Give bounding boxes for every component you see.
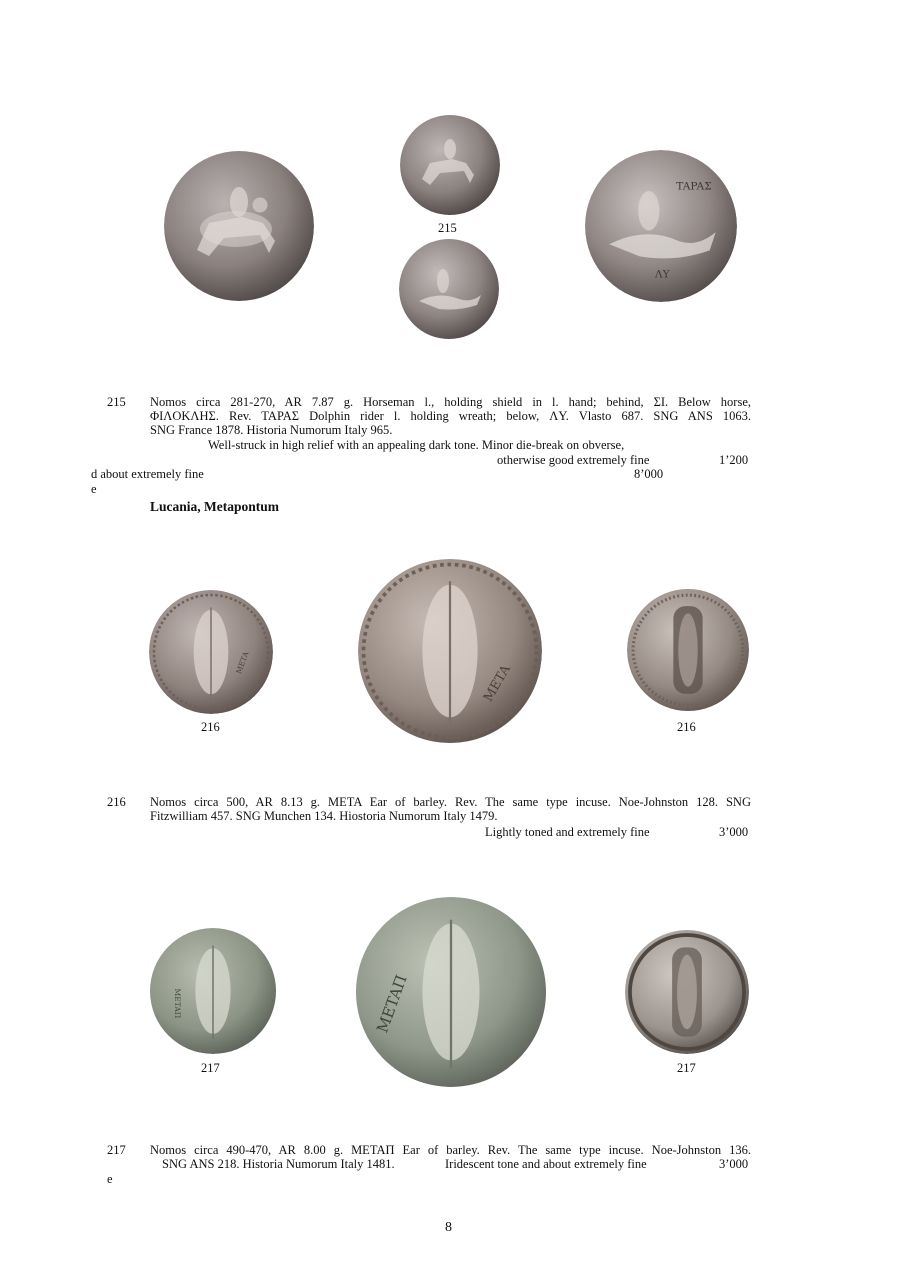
barley-ear-obverse-image: [355, 897, 547, 1087]
plate-label: 217: [677, 1061, 696, 1075]
barley-ear-obverse-image: [149, 590, 273, 714]
lot-condition: otherwise good extremely fine: [497, 453, 650, 467]
coin-legend: METAΠ: [173, 988, 183, 1019]
lot-description-line: Nomos circa 490-470, AR 8.00 g. METAΠ Ear of barley. Rev. The same type incuse. Noe-Johnston 136.: [150, 1143, 751, 1157]
lot-estimate: 3’000: [719, 825, 749, 839]
stray-text: e: [107, 1172, 113, 1186]
horseman-obverse-image: [400, 114, 500, 216]
lot-number: 216: [107, 795, 126, 809]
coin-215-obverse-small: [400, 114, 500, 216]
lot-description-line: Nomos circa 281-270, AR 7.87 g. Horseman l., holding shield in l. hand; behind, ΣI. Below horse,: [150, 395, 751, 409]
lot-condition: Iridescent tone and about extremely fine: [445, 1157, 647, 1171]
barley-ear-incuse-image: [625, 930, 749, 1054]
lot-estimate: 1’200: [719, 453, 749, 467]
plate-label: 216: [201, 720, 220, 734]
coin-legend: TAPAΣ: [676, 179, 712, 193]
coin-legend: META: [234, 650, 251, 676]
lot-number: 215: [107, 395, 126, 409]
page-number: 8: [445, 1220, 452, 1235]
horseman-obverse-image: [164, 150, 314, 302]
coin-legend: METAΠ: [373, 972, 411, 1036]
lot-description-line: SNG ANS 218. Historia Numorum Italy 1481.: [162, 1157, 395, 1171]
coin-legend: META: [480, 662, 514, 705]
lot-description-line: ΦIΛOKΛHΣ. Rev. TAPAΣ Dolphin rider l. holding wreath; below, ΛY. Vlasto 687. SNG ANS 1063.: [150, 409, 751, 423]
coin-217-reverse: [625, 930, 749, 1054]
stray-text: e: [91, 482, 97, 496]
section-heading: Lucania, Metapontum: [150, 499, 280, 514]
lot-condition: Well-struck in high relief with an appealing dark tone. Minor die-break on obverse,: [208, 438, 625, 452]
lot-number: 217: [107, 1143, 126, 1157]
coin-216-obverse-enlarged: [358, 558, 542, 744]
plate-label: 216: [677, 720, 696, 734]
plate-label: 215: [438, 221, 457, 235]
coin-216-obverse: [149, 590, 273, 714]
coin-215-obverse-large: [164, 150, 314, 302]
plate-label: 217: [201, 1061, 220, 1075]
lot-description-line: Fitzwilliam 457. SNG Munchen 134. Hiostoria Numorum Italy 1479.: [150, 809, 498, 823]
coin-215-reverse-large: [585, 150, 737, 302]
lot-description-line: SNG France 1878. Historia Numorum Italy 965.: [150, 423, 393, 437]
coin-215-reverse-small: [399, 238, 499, 340]
coin-legend: ΛY: [654, 267, 670, 281]
stray-text: d about extremely fine: [91, 467, 204, 481]
lot-condition: Lightly toned and extremely fine: [485, 825, 650, 839]
barley-ear-incuse-image: [627, 588, 749, 712]
coin-216-reverse: [627, 588, 749, 712]
lot-estimate: 3’000: [719, 1157, 749, 1171]
dolphin-rider-reverse-image: [585, 150, 737, 302]
dolphin-rider-reverse-image: [399, 238, 499, 340]
lot-description-line: Nomos circa 500, AR 8.13 g. META Ear of barley. Rev. The same type incuse. Noe-Johnston 128. SNG: [150, 795, 751, 809]
coin-217-obverse-enlarged: [355, 897, 547, 1087]
barley-ear-obverse-image: [149, 928, 277, 1054]
stray-estimate: 8’000: [634, 467, 664, 481]
barley-ear-obverse-image: [358, 558, 542, 744]
coin-217-obverse: [149, 928, 277, 1054]
